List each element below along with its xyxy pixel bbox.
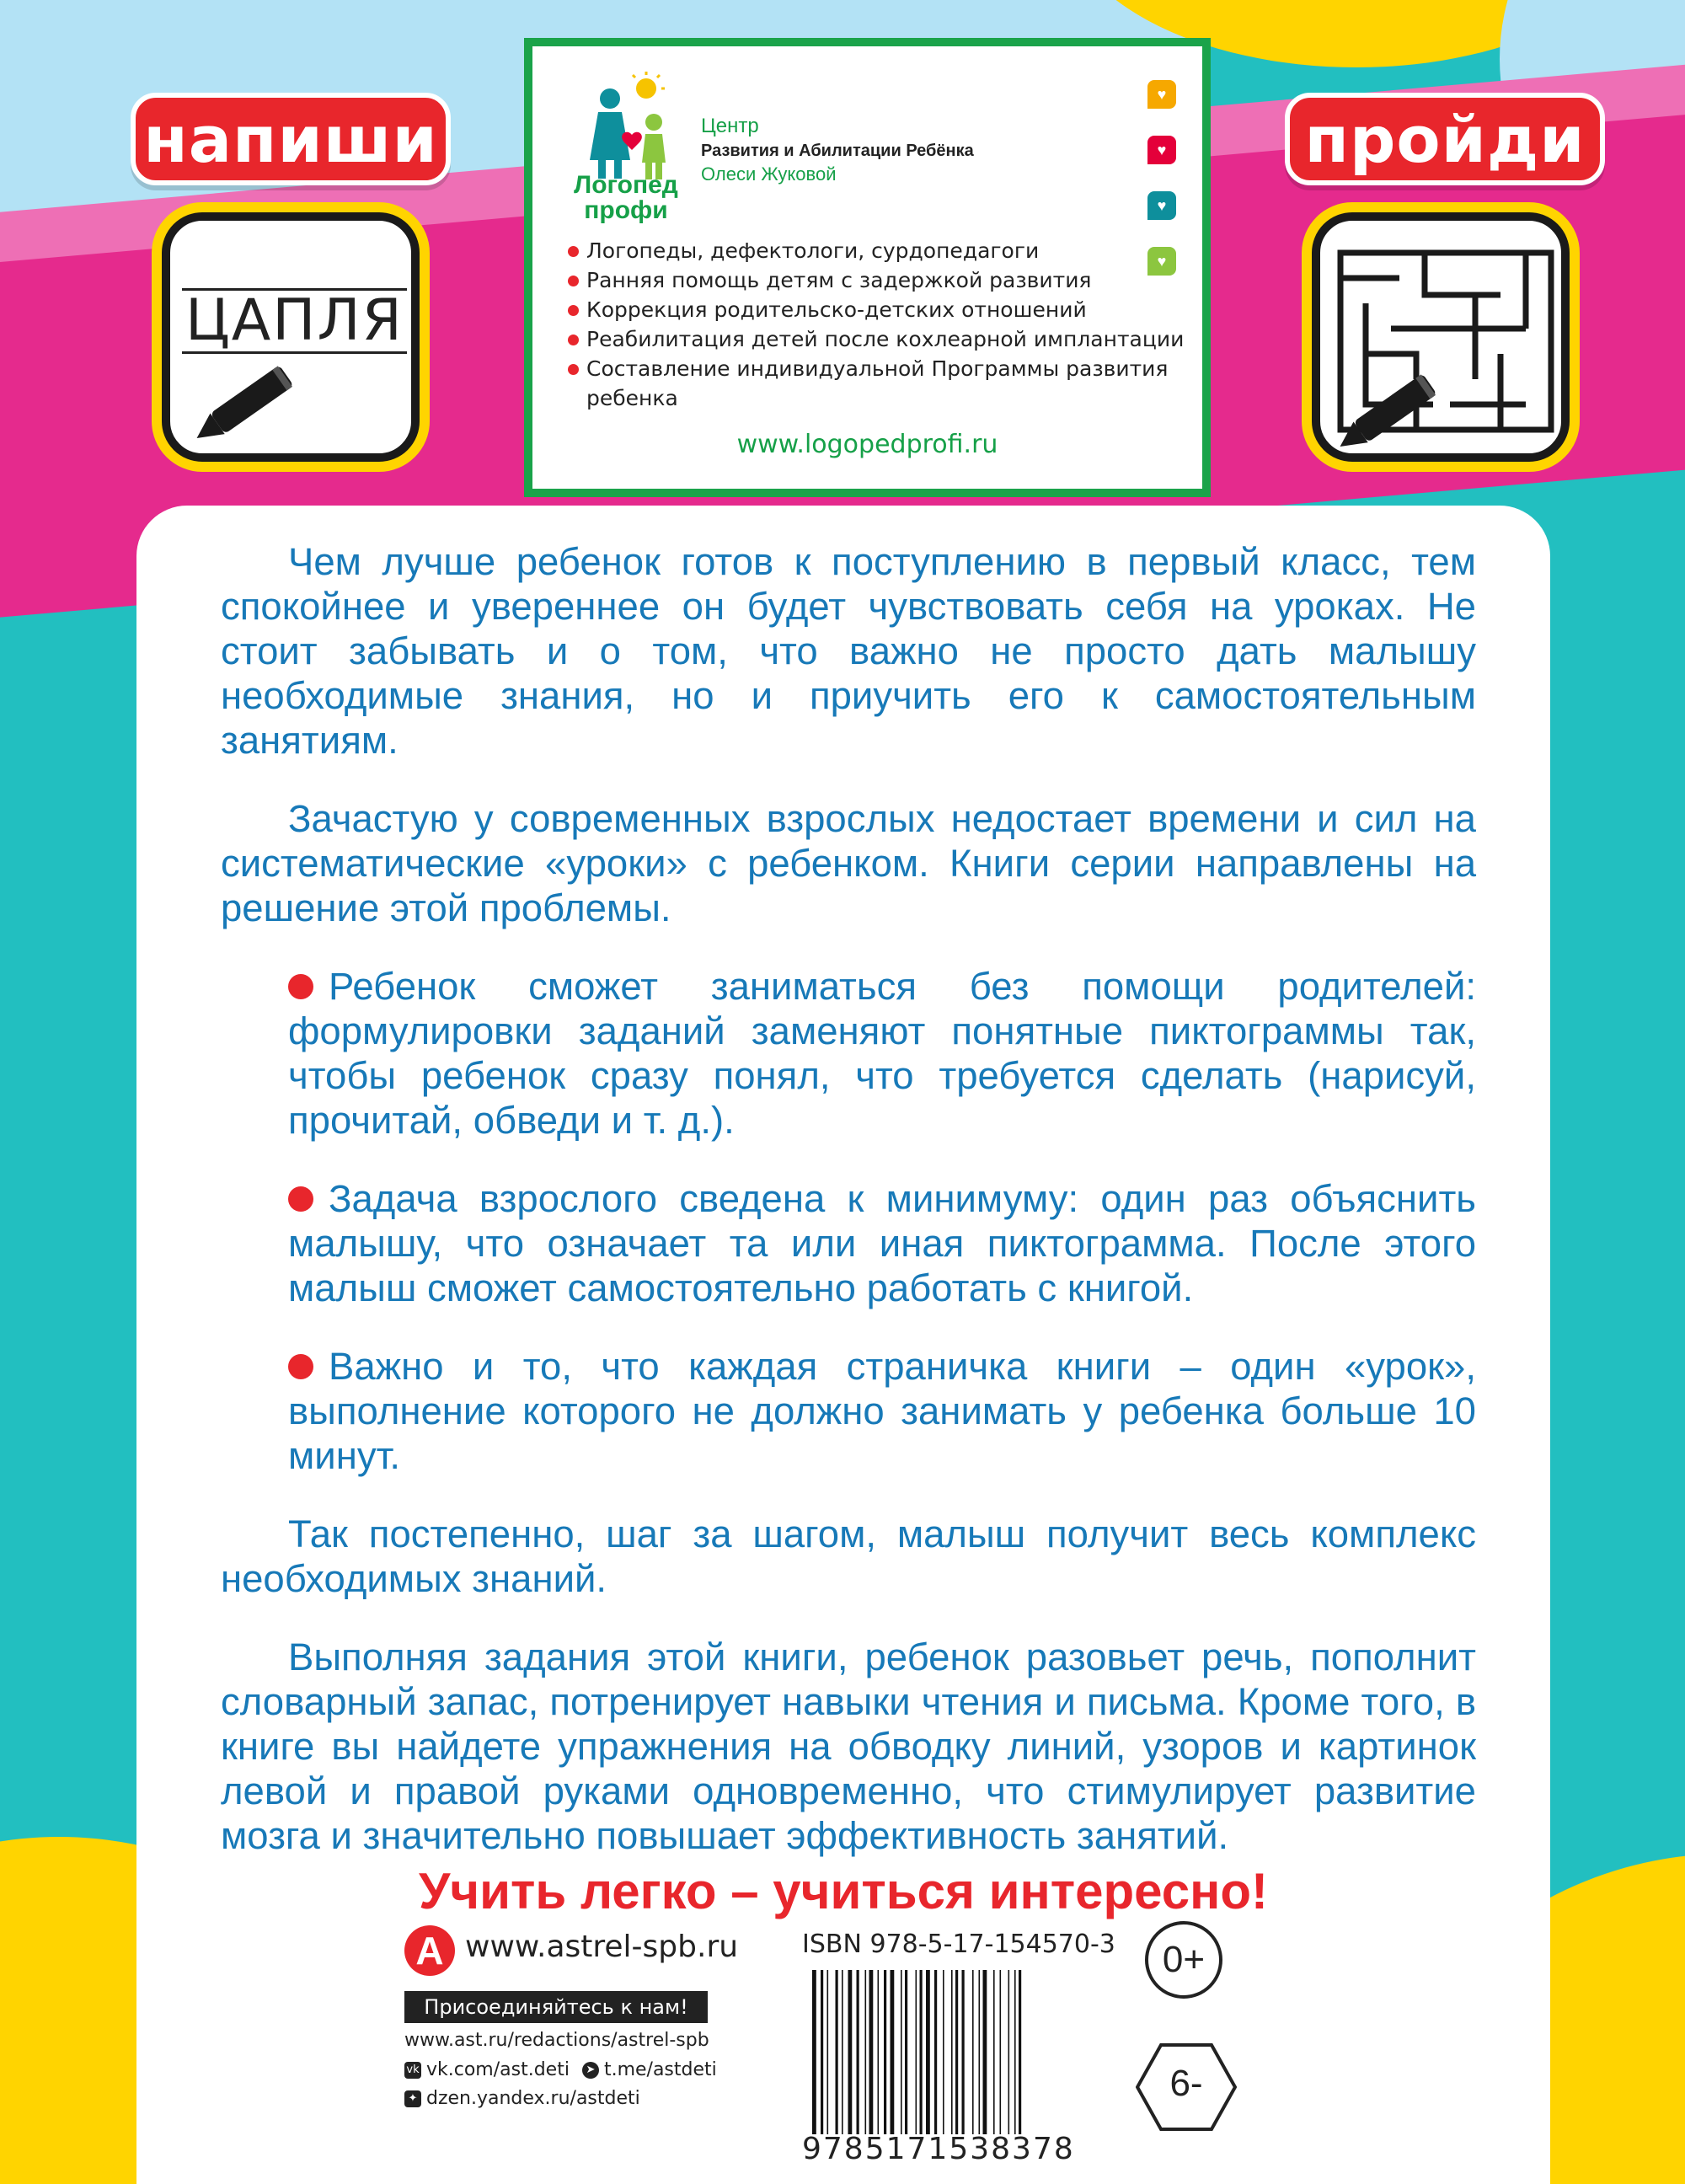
bullet-dot-icon <box>288 974 313 999</box>
list-item: Реабилитация детей после кохлеарной имплантации <box>566 324 1190 354</box>
pictogram-word: ЦАПЛЯ <box>182 288 407 354</box>
heart-icon: ♥ <box>1147 136 1176 164</box>
paragraph: Так постепенно, шаг за шагом, малыш получит весь комплекс необходимых знаний. <box>221 1512 1476 1600</box>
heart-icon: ♥ <box>1147 247 1176 276</box>
list-item: Ранняя помощь детям с задержкой развития <box>566 265 1190 295</box>
center-title: Центр Развития и Абилитации Ребёнка Олеси Жуковой <box>701 115 974 185</box>
publisher-logo: A <box>404 1925 455 1976</box>
age-rating-badge: 0+ <box>1145 1921 1222 1999</box>
pass-label: пройди <box>1285 93 1605 185</box>
logo-caption: Логопед профи <box>574 171 678 224</box>
pencil-icon <box>185 356 312 448</box>
description-text <box>221 539 1476 1892</box>
center-website-link[interactable]: www.logopedprofi.ru <box>736 430 998 459</box>
write-label: напиши <box>131 93 451 185</box>
list-item: Логопеды, дефектологи, сурдопедагоги <box>566 236 1190 265</box>
telegram-link[interactable]: t.me/astdeti <box>603 2059 717 2080</box>
telegram-icon: ➤ <box>582 2062 599 2079</box>
publisher-website-link[interactable]: www.astrel-spb.ru <box>465 1930 739 1964</box>
paragraph: Выполняя задания этой книги, ребенок разовьет речь, пополнит словарный запас, потренирует навыки чтения и письма. Кроме того, в книге вы найдете упражнения на обводку линий, узоров и картинок левой и правой руками одновременно, что стимулирует развитие мозга и значительно повышает эффективность занятий. <box>221 1635 1476 1857</box>
paragraph: Зачастую у современных взрослых недостает времени и сил на систематические «уроки» с ребенком. Книги серии направлены на решение этой проблемы. <box>221 797 1476 929</box>
paragraph: Чем лучше ребенок готов к поступлению в первый класс, тем спокойнее и увереннее он будет чувствовать себя на уроках. Не стоит забывать и о том, что важно не просто дать малышу необходимые знания, но и приучить его к самостоятельным занятиям. <box>221 540 1476 762</box>
barcode-number: 9785171538378 <box>802 2132 1075 2166</box>
dzen-row <box>404 2085 640 2113</box>
list-item: Коррекция родительско-детских отношений <box>566 295 1190 324</box>
ast-link[interactable]: www.ast.ru/redactions/astrel-spb <box>404 2030 709 2051</box>
bullet-paragraph: Задача взрослого сведена к минимуму: один раз объяснить малышу, что означает та или иная пиктограмма. После этого малыш сможет самостоятельно работать с книгой. <box>288 1177 1476 1309</box>
main-text-panel <box>136 506 1550 2184</box>
heart-icon: ♥ <box>1147 191 1176 220</box>
isbn: ISBN 978-5-17-154570-3 <box>802 1930 1115 1959</box>
dzen-link[interactable]: dzen.yandex.ru/astdeti <box>426 2088 640 2109</box>
slogan: Учить легко – учиться интересно! <box>418 1863 1269 1919</box>
bullet-dot-icon <box>288 1186 313 1212</box>
barcode-icon <box>810 1970 1072 2134</box>
speech-therapy-center-ad <box>524 38 1211 497</box>
social-links-row <box>404 2056 717 2085</box>
services-list <box>566 236 1190 413</box>
vk-link[interactable]: vk.com/ast.deti <box>426 2059 570 2080</box>
write-pictogram <box>152 202 430 472</box>
dzen-icon: ✦ <box>404 2090 421 2107</box>
bullet-dot-icon <box>288 1354 313 1379</box>
heart-icon: ♥ <box>1147 80 1176 109</box>
maze-pictogram <box>1302 202 1580 472</box>
pencil-icon <box>1329 364 1455 457</box>
bullet-paragraph: Ребенок сможет заниматься без помощи родителей: формулировки заданий заменяют понятные пиктограммы так, чтобы ребенок сразу понял, что требуется сделать (нарисуй, прочитай, обведи и т. д.). <box>288 965 1476 1142</box>
age-hexagon-label: 6- <box>1169 2063 1203 2104</box>
join-us-banner: Присоединяйтесь к нам! <box>404 1991 708 2023</box>
bullet-paragraph: Важно и то, что каждая страничка книги – один «урок», выполнение которого не должно занимать у ребенка больше 10 минут. <box>288 1345 1476 1477</box>
list-item: Составление индивидуальной Программы развития ребенка <box>566 354 1190 413</box>
vk-icon: vk <box>404 2062 421 2079</box>
